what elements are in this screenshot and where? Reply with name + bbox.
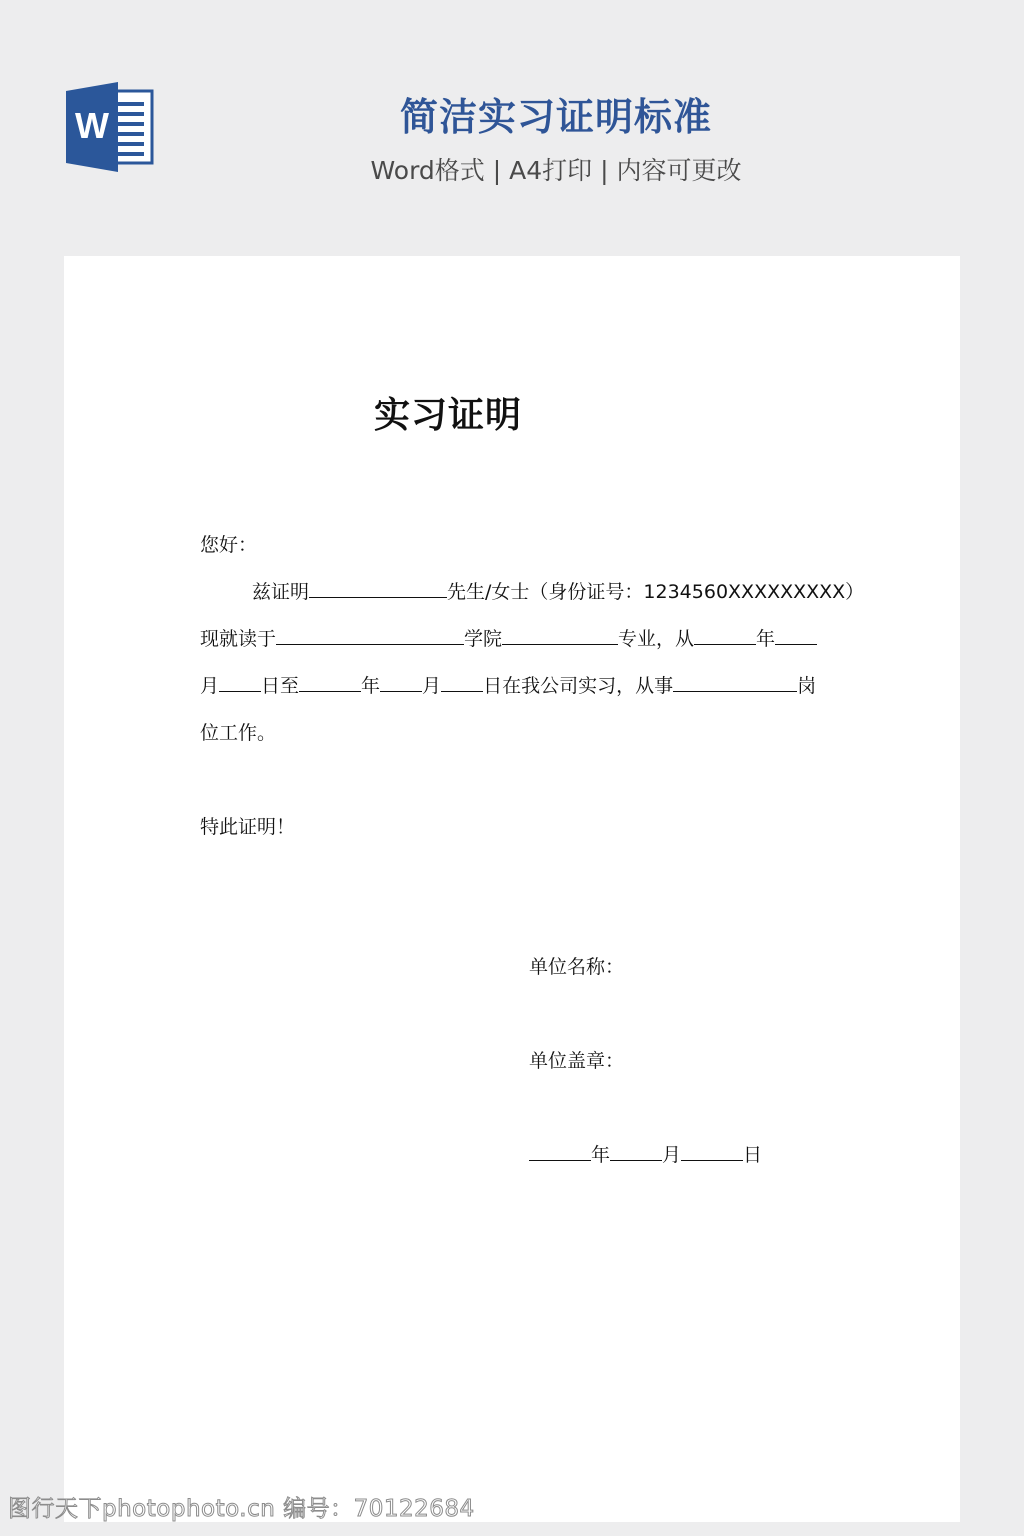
sign-year-blank[interactable] (529, 1142, 591, 1161)
unit-seal-label: 单位盖章： (529, 1050, 625, 1072)
college-text: 学院 (464, 628, 503, 650)
end-month-blank[interactable] (380, 673, 422, 692)
word-logo-icon (64, 82, 156, 172)
intern-text: 日在我公司实习，从事 (483, 675, 674, 697)
header-title: 简洁实习证明标准 (399, 95, 712, 139)
unit-name-label: 单位名称： (529, 956, 625, 978)
studying-at-text: 现就读于 (200, 628, 277, 650)
start-month-blank[interactable] (775, 626, 817, 645)
year-text: 年 (756, 628, 776, 650)
watermark-text: 图行天下photophoto.cn 编号：70122684 (8, 1496, 475, 1522)
paragraph-line-3 (200, 671, 816, 701)
month-text: 月 (200, 675, 220, 697)
sign-month-blank[interactable] (610, 1142, 662, 1161)
end-day-blank[interactable] (441, 673, 483, 692)
header-subtitle: Word格式 | A4打印 | 内容可更改 (370, 156, 742, 185)
college-blank[interactable] (502, 626, 618, 645)
sign-year-text: 年 (591, 1144, 611, 1166)
sign-month-text: 月 (662, 1144, 682, 1166)
greeting-line (200, 530, 257, 560)
paragraph-line-2 (200, 624, 817, 654)
sign-day-blank[interactable] (681, 1142, 743, 1161)
major-text: 专业，从 (618, 628, 695, 650)
end-year-blank[interactable] (299, 673, 361, 692)
document-page (64, 256, 960, 1522)
greeting-text: 您好： (200, 534, 258, 556)
month-text-2: 月 (422, 675, 442, 697)
signature-date-line (529, 1140, 762, 1170)
paragraph-line-1 (252, 577, 864, 607)
name-blank[interactable] (309, 579, 447, 598)
document-title: 实习证明 (373, 395, 522, 436)
start-year-blank[interactable] (694, 626, 756, 645)
year-text-2: 年 (361, 675, 381, 697)
position-blank[interactable] (673, 673, 797, 692)
day-to-text: 日至 (261, 675, 300, 697)
certify-text: 兹证明 (252, 581, 310, 603)
id-text: 先生/女士（身份证号：1234560XXXXXXXXX） (447, 581, 865, 603)
sign-day-text: 日 (743, 1144, 763, 1166)
post-text: 岗 (797, 675, 817, 697)
start-day-blank[interactable] (219, 673, 261, 692)
closing-line (200, 812, 295, 842)
word-logo-letter: W (75, 105, 109, 146)
closing-text: 特此证明！ (200, 816, 296, 838)
paragraph-line-4 (200, 718, 276, 748)
work-text: 位工作。 (200, 722, 277, 744)
school-blank[interactable] (276, 626, 464, 645)
